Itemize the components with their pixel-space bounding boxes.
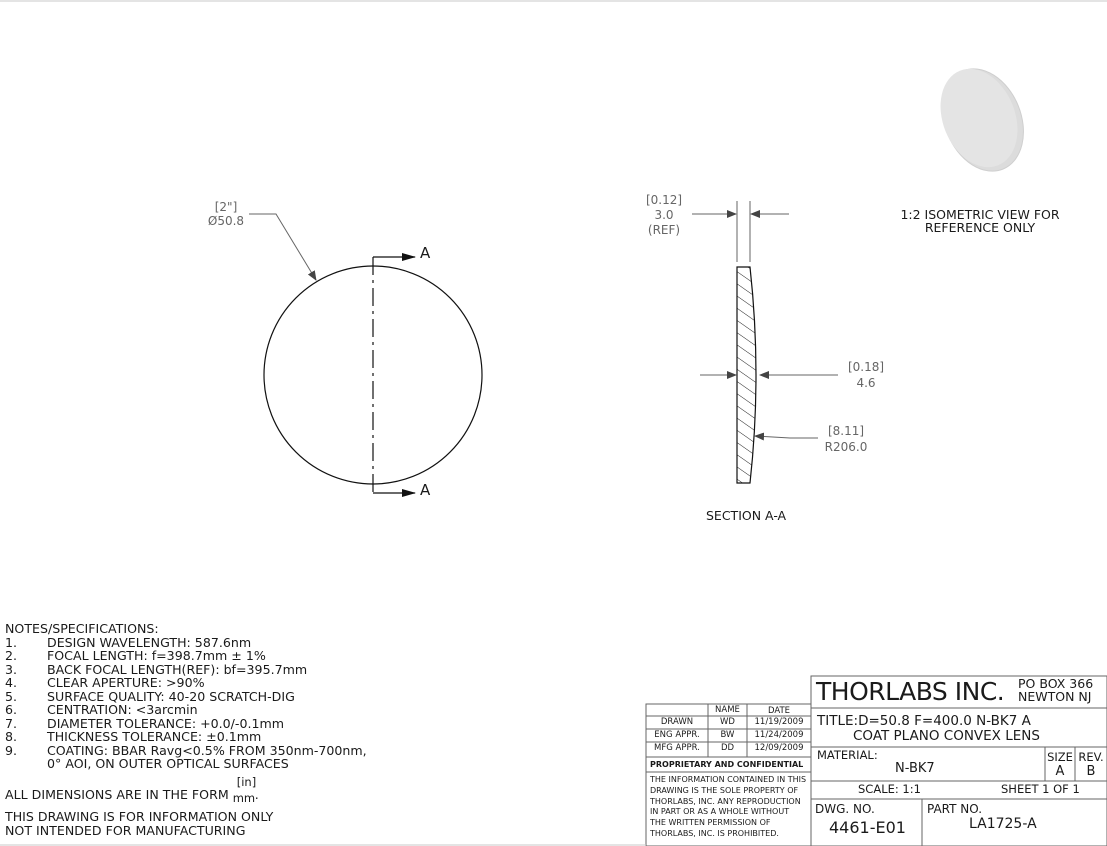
material-label: MATERIAL:	[817, 748, 878, 762]
approval-date: 11/19/2009	[754, 717, 804, 727]
note-item: 3. BACK FOCAL LENGTH(REF): bf=395.7mm	[5, 661, 308, 677]
revision-label: REV.	[1078, 750, 1104, 764]
approval-date: 11/24/2009	[754, 730, 804, 740]
radius-mm-label: R206.0	[824, 440, 868, 454]
company-address-line1: PO BOX 366	[1018, 676, 1094, 691]
company-name: THORLABS INC.	[816, 677, 1005, 706]
isometric-note-line2: REFERENCE ONLY	[924, 220, 1036, 235]
dims-inch-unit: [in]	[236, 775, 257, 789]
note-item: 9. COATING: BBAR Ravg<0.5% FROM 350nm-700nm,	[5, 742, 367, 758]
isometric-lens-face	[927, 57, 1032, 179]
revision-value: B	[1086, 764, 1096, 779]
note-item: 5. SURFACE QUALITY: 40-20 SCRATCH-DIG	[5, 688, 295, 704]
front-view	[249, 214, 482, 493]
notes-title: NOTES/SPECIFICATIONS:	[5, 621, 159, 636]
drawing-title-line2: COAT PLANO CONVEX LENS	[853, 728, 1040, 744]
approval-name: BW	[720, 730, 735, 740]
center-thickness-inch-label: [0.18]	[847, 360, 885, 374]
thickness-inch-label: [0.12]	[645, 193, 683, 207]
sheet-text: SHEET 1 OF 1	[1001, 782, 1080, 796]
company-address-line2: NEWTON NJ	[1018, 689, 1092, 704]
note-item-continuation: 0° AOI, ON OUTER OPTICAL SURFACES	[47, 756, 289, 771]
section-view-label: SECTION A-A	[706, 508, 787, 523]
drawing-title-line1: TITLE:D=50.8 F=400.0 N-BK7 A	[817, 713, 1031, 729]
note-item: 7. DIAMETER TOLERANCE: +0.0/-0.1mm	[5, 715, 285, 731]
note-item: 1. DESIGN WAVELENGTH: 587.6nm	[5, 634, 252, 650]
proprietary-title: PROPRIETARY AND CONFIDENTIAL	[650, 760, 804, 769]
approval-date: 12/09/2009	[754, 743, 804, 753]
lens-section-profile	[737, 267, 756, 483]
drawing-number-label: DWG. NO.	[815, 802, 875, 816]
not-for-manufacturing-note: NOT INTENDED FOR MANUFACTURING	[5, 823, 246, 838]
note-item: 2. FOCAL LENGTH: f=398.7mm ± 1%	[5, 648, 266, 663]
note-item: 8. THICKNESS TOLERANCE: ±0.1mm	[5, 729, 262, 744]
approvals-header-name: NAME	[715, 705, 740, 715]
isometric-note-line1: 1:2 ISOMETRIC VIEW FOR	[900, 207, 1060, 222]
drawing-number-value: 4461-E01	[829, 818, 906, 837]
diameter-mm-label: Ø50.8	[207, 214, 245, 228]
section-letter-bottom: A	[420, 481, 431, 499]
info-only-note: THIS DRAWING IS FOR INFORMATION ONLY	[5, 809, 274, 824]
radius-leader	[755, 436, 818, 438]
diameter-leader	[249, 214, 316, 280]
approval-role: MFG APPR.	[654, 743, 700, 753]
section-letter-top: A	[420, 244, 431, 262]
thickness-ref-label: (REF)	[647, 223, 681, 237]
material-value: N-BK7	[895, 761, 935, 776]
size-label: SIZE	[1047, 750, 1073, 764]
note-item: 6. CENTRATION: <3arcmin	[5, 702, 198, 717]
proprietary-text: THE INFORMATION CONTAINED IN THIS DRAWING IS THE SOLE PROPERTY OF THORLABS, INC. ANY REPRODUCTION IN PART OR AS A WHOLE WITHOUT THE WRITTEN PERMISSION OF THORLABS, INC. IS PROHIBITED.	[650, 775, 807, 838]
dims-mm-unit: mm	[232, 791, 256, 805]
approval-name: DD	[720, 743, 735, 753]
diameter-inch-label: [2"]	[214, 200, 238, 214]
center-thickness-mm-label: 4.6	[856, 376, 876, 390]
approval-role: ENG APPR.	[654, 730, 700, 740]
section-view	[692, 201, 838, 483]
part-number-value: LA1725-A	[969, 816, 1037, 832]
notes-list	[5, 636, 367, 771]
size-value: A	[1055, 764, 1065, 779]
note-item: 4. CLEAR APERTURE: >90%	[5, 675, 205, 690]
radius-inch-label: [8.11]	[827, 424, 865, 438]
isometric-view	[927, 57, 1039, 184]
dimensions-form-note: ALL DIMENSIONS ARE IN THE FORM [in] mm .	[5, 775, 259, 805]
approval-role: DRAWN	[660, 717, 694, 727]
approval-name: WD	[720, 717, 735, 727]
scale-text: SCALE: 1:1	[858, 782, 921, 796]
part-number-label: PART NO.	[927, 802, 983, 816]
approvals-header-date: DATE	[767, 706, 791, 716]
thickness-mm-label: 3.0	[654, 208, 674, 222]
